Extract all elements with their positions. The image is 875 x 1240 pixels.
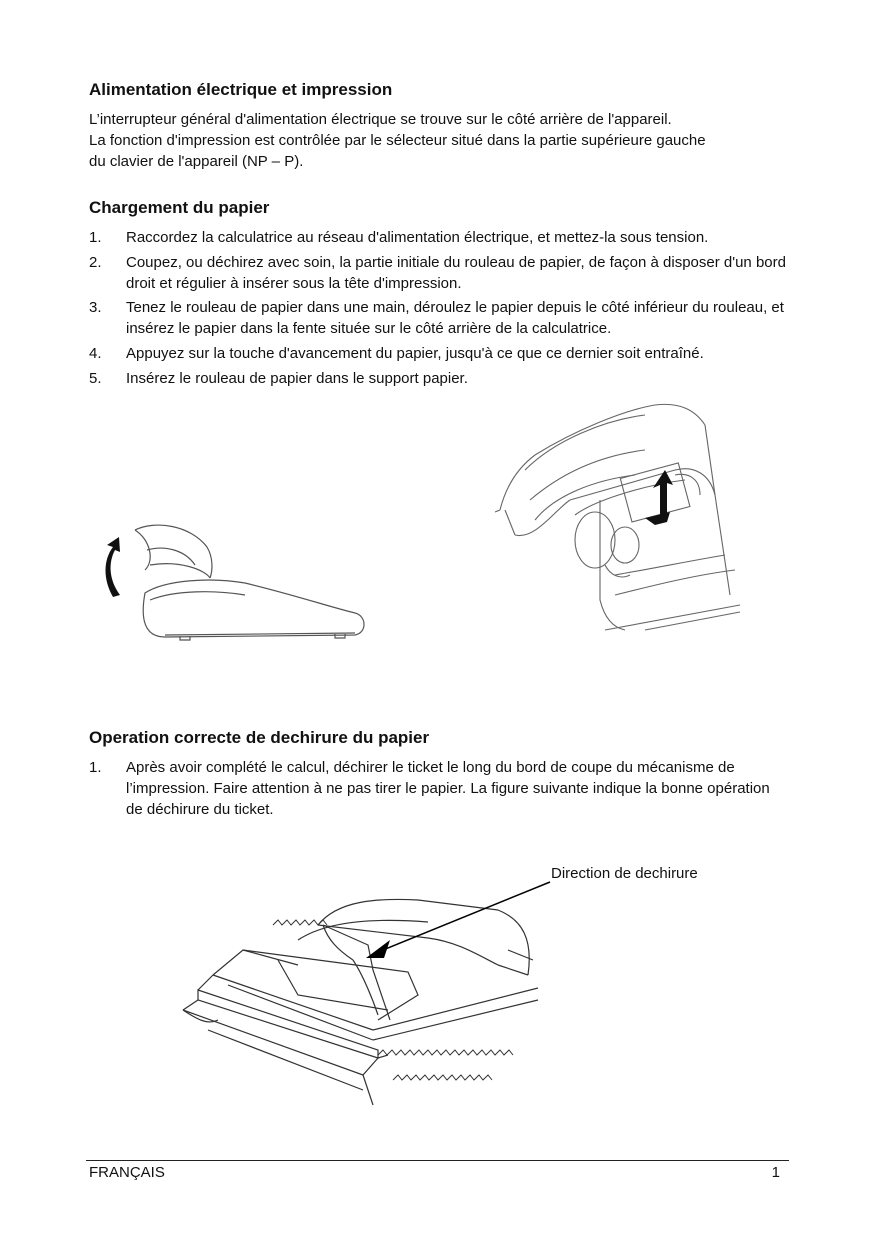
- section-heading-paper-loading: Chargement du papier: [89, 198, 270, 217]
- calculator-paper-holder-illustration: [95, 515, 385, 650]
- paper-insertion-illustration: [495, 400, 745, 645]
- tear-direction-label: Direction de dechirure: [551, 865, 698, 882]
- footer-divider: [86, 1160, 789, 1161]
- section-heading-tearing: Operation correcte de dechirure du papier: [89, 728, 430, 747]
- list-item: [89, 252, 789, 294]
- list-item: [89, 297, 789, 339]
- list-number: 4.: [89, 345, 102, 362]
- list-text: Raccordez la calculatrice au réseau d'alimentation électrique, et mettez-la sous tension.: [126, 229, 709, 246]
- list-number: 2.: [89, 254, 102, 271]
- list-number: 3.: [89, 299, 102, 316]
- list-text: Appuyez sur la touche d'avancement du papier, jusqu'à ce que ce dernier soit entraîné.: [126, 345, 704, 362]
- paper-tearing-illustration: [178, 880, 558, 1110]
- list-number: 1.: [89, 229, 102, 246]
- page-number: 1: [771, 1164, 780, 1181]
- list-text: Insérez le rouleau de papier dans le support papier.: [126, 370, 468, 387]
- paragraph-line: L’interrupteur général d'alimentation électrique se trouve sur le côté arrière de l'appareil.: [89, 111, 672, 128]
- footer-language: FRANÇAIS: [89, 1164, 165, 1181]
- list-item: [89, 368, 789, 389]
- list-item: [89, 227, 789, 248]
- list-number: 5.: [89, 370, 102, 387]
- list-text: Coupez, ou déchirez avec soin, la partie initiale du rouleau de papier, de façon à disposer d'un bord droit et régulier à insérer sous la tête d'impression.: [126, 254, 786, 292]
- paragraph-line: du clavier de l'appareil (NP – P).: [89, 153, 304, 170]
- list-number: 1.: [89, 759, 102, 776]
- list-item: [89, 343, 789, 364]
- list-text: Après avoir complété le calcul, déchirer le ticket le long du bord de coupe du mécanisme de l’impression. Faire attention à ne pas tirer le papier. La figure suivante indique la bonne opération de déchirure du ticket.: [126, 759, 770, 818]
- paragraph-line: La fonction d'impression est contrôlée par le sélecteur situé dans la partie supérieure gauche: [89, 132, 706, 149]
- list-item: [89, 757, 789, 820]
- section-heading-power: Alimentation électrique et impression: [89, 80, 393, 99]
- list-text: Tenez le rouleau de papier dans une main, déroulez le papier depuis le côté inférieur du rouleau, et insérez le papier dans la fente située sur le côté arrière de la calculatrice.: [126, 299, 784, 337]
